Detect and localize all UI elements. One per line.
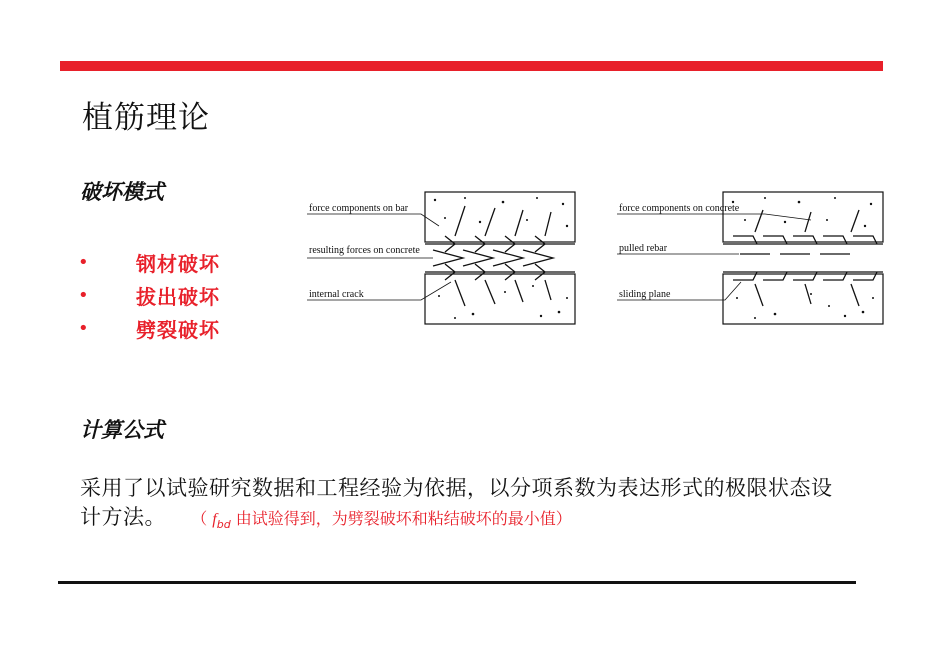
failure-modes-heading: 破坏模式 bbox=[80, 179, 164, 204]
bullet-marker: • bbox=[78, 285, 89, 306]
label-force-components-on-concrete: force components on concrete bbox=[619, 203, 740, 214]
list-item-text: 钢材破坏 bbox=[136, 252, 220, 276]
page-title: 植筋理论 bbox=[82, 100, 210, 136]
label-resulting-forces: resulting forces on concrete bbox=[309, 245, 420, 256]
design-method-paragraph bbox=[80, 474, 840, 539]
bullet-marker: • bbox=[78, 318, 89, 339]
label-force-components-on-bar: force components on bar bbox=[309, 203, 409, 214]
formula-heading: 计算公式 bbox=[80, 417, 164, 442]
fbd-subscript: bd bbox=[216, 518, 231, 532]
label-internal-crack: internal crack bbox=[309, 289, 364, 300]
label-pulled-rebar: pulled rebar bbox=[619, 243, 668, 254]
pullout-diagram bbox=[615, 186, 890, 338]
bond-forces-diagram bbox=[305, 186, 585, 338]
list-item bbox=[78, 279, 220, 312]
note-body: 由试验得到，为劈裂破坏和粘结破坏的最小值） bbox=[230, 509, 572, 528]
fbd-symbol: f bbox=[212, 511, 217, 528]
bullet-marker: • bbox=[78, 252, 89, 273]
label-sliding-plane: sliding plane bbox=[619, 289, 671, 300]
note-text bbox=[191, 509, 572, 532]
bottom-divider bbox=[58, 581, 856, 584]
failure-modes-list bbox=[78, 246, 220, 345]
list-item-text: 劈裂破坏 bbox=[136, 318, 220, 342]
note-open: （ bbox=[191, 509, 213, 528]
list-item-text: 拔出破坏 bbox=[136, 285, 220, 309]
list-item bbox=[78, 246, 220, 279]
top-accent-bar bbox=[60, 61, 883, 71]
list-item bbox=[78, 312, 220, 345]
paragraph-text: 采用了以试验研究数据和工程经验为依据，以分项系数为表达形式的极限状态设计方法。 bbox=[80, 476, 833, 529]
